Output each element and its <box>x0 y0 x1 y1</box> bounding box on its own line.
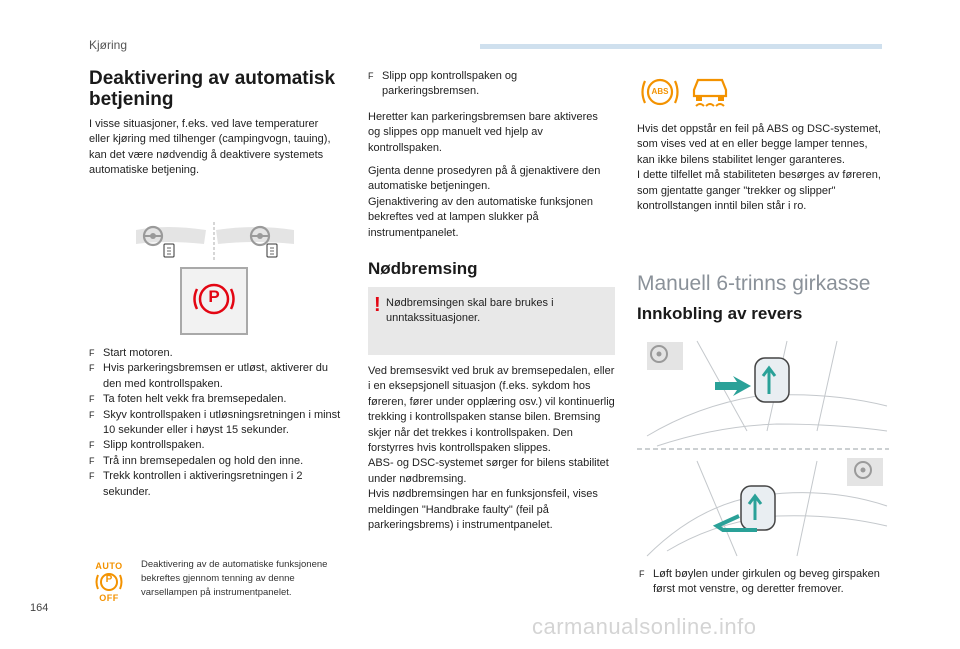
step-item: F Trekk kontrollen i aktiveringsretningen i 2 sekunder. <box>89 470 303 498</box>
warning-lamps <box>640 72 740 112</box>
step-item: F Hvis parkeringsbremsen er utløst, aktiverer du den med kontrollspaken. <box>89 362 328 390</box>
step-item: F Ta foten helt vekk fra bremsepedalen. <box>89 393 287 406</box>
manual-note: Heretter kan parkeringsbremsen bare aktiveres og slippes opp manuelt ved hjelp av kontrollspaken. <box>368 111 598 154</box>
steering-wheel-illustration <box>136 222 296 262</box>
deactivation-title <box>89 68 339 110</box>
stability-control-icon <box>694 80 726 106</box>
off-text: OFF <box>99 593 119 603</box>
gear-lever-icon <box>755 358 789 402</box>
step-item: F Slipp kontrollspaken. <box>89 439 205 452</box>
title-line-2: betjening <box>89 89 174 110</box>
abs-text: ABS <box>651 87 669 96</box>
step-item: F Slipp opp kontrollspaken og parkeringsbremsen. <box>368 70 518 98</box>
section-header: Kjøring <box>89 38 128 52</box>
watermark: carmanualsonline.info <box>532 614 757 639</box>
step-item: F Løft bøylen under girkulen og beveg girspaken først mot venstre, og deretter fremover. <box>639 568 880 596</box>
deactivation-steps <box>89 346 342 500</box>
steering-wheel-icon <box>847 458 883 486</box>
auto-off-icon <box>91 561 127 605</box>
reactivate-note: Gjenta denne prosedyren på å gjenaktivere den automatiske betjeningen. Gjenaktivering av den automatiske funksjonen bekreftes ved at lampen slukker på instrumentpanelet. <box>368 165 601 239</box>
auto-p-letter: P <box>105 574 113 585</box>
reverse-title: Innkobling av revers <box>637 304 803 323</box>
emergency-paragraph: Ved bremsesvikt ved bruk av bremsepedalen, eller i en eksepsjonell situasjon (f.eks. sykdom hos føreren, fører under opplæring osv.) vil kontinuerlig trekking i kontrollspaken stanse bilen. Bremsing skjer når det trekkes i kontrollspaken. Den forstyrres hvis kontrollspaken slippes. ABS- og DSC-systemet sørger for bilens stabilitet under nødbremsing. Hvis nødbremsingen har en funksjonsfeil, vises meldingen "Handbrake faulty" (feil på parkeringsbrems) i instrumentpanelet. <box>368 365 615 532</box>
release-step <box>368 69 613 100</box>
emergency-title: Nødbremsing <box>368 259 478 278</box>
auto-off-note: Deaktivering av de automatiske funksjonene bekreftes gjennom tenning av denne varsellampen på instrumentpanelet. <box>141 559 328 598</box>
gearbox-title: Manuell 6-trinns girkasse <box>637 272 871 295</box>
warning-box <box>368 287 615 355</box>
parking-brake-button-illustration <box>180 267 248 335</box>
abs-dsc-paragraph: Hvis det oppstår en feil på ABS og DSC-systemet, som vises ved at en eller begge lamper tennes, kan ikke bilens stabilitet lenger garanteres. I dette tilfellet må stabiliteten besørges av føreren, som gjentatte ganger "trekker og slipper" kontrollstangen inntil bilen står i ro. <box>637 123 881 213</box>
warning-text: Nødbremsingen skal bare brukes i unntakssituasjoner. <box>386 297 554 324</box>
reverse-step <box>639 567 889 598</box>
gear-lever-icon <box>741 486 775 530</box>
warning-icon: ! <box>374 294 381 316</box>
title-line-1: Deaktivering av automatisk <box>89 68 336 89</box>
reverse-gear-illustration <box>637 336 889 562</box>
step-item: F Skyv kontrollspaken i utløsningsretningen i minst 10 sekunder eller i høyst 15 sekunder. <box>89 408 341 437</box>
deactivation-intro: I visse situasjoner, f.eks. ved lave temperaturer eller kjøring med tilhenger (campingvogn, tauing), kan det være nødvendig å deaktivere systemets automatiske betjening. <box>89 118 331 177</box>
parking-brake-letter: P <box>208 287 220 306</box>
auto-text: AUTO <box>95 561 123 571</box>
step-item: F Trå inn bremsepedalen og hold den inne. <box>89 454 304 467</box>
step-item: F Start motoren. <box>89 347 173 359</box>
header-bar <box>480 44 882 49</box>
page-number: 164 <box>30 602 49 614</box>
steering-wheel-icon <box>647 342 683 370</box>
